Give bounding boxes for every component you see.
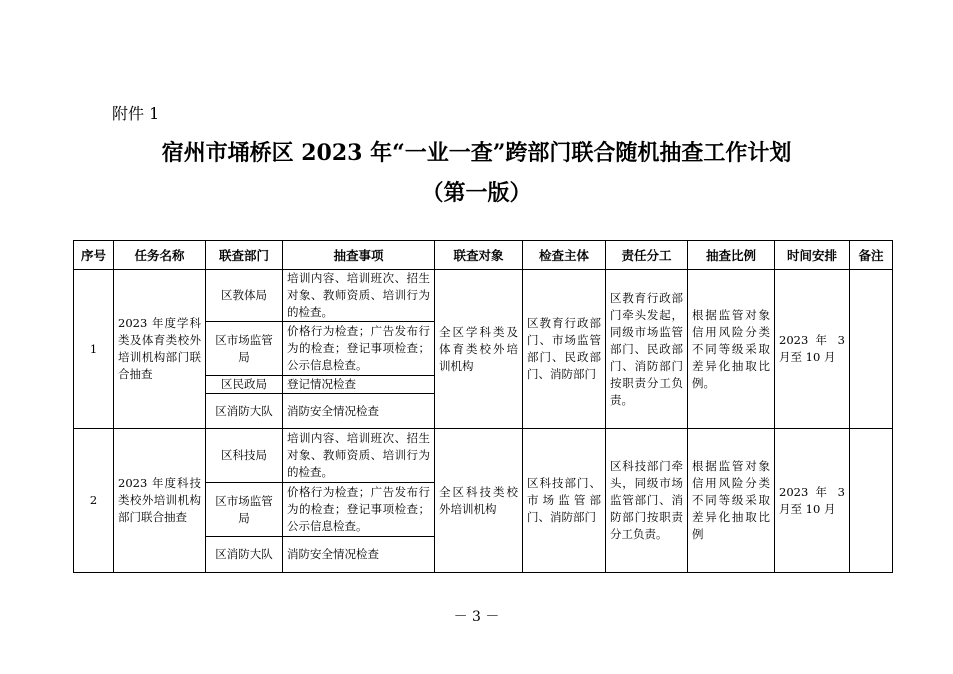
joint-department: 区消防大队 — [206, 537, 283, 573]
page-number: － 3 － — [453, 609, 500, 625]
table-row — [74, 270, 893, 322]
column-header: 抽查事项 — [283, 241, 435, 270]
inspection-subject: 区教育行政部门、市场监管部门、民政部门、消防部门 — [523, 270, 606, 429]
sampling-ratio: 根据监管对象信用风险分类不同等级采取差异化抽取比例。 — [688, 270, 775, 429]
joint-department: 区市场监管局 — [206, 322, 283, 376]
inspection-subject: 区科技部门、市场监管部门、消防部门 — [523, 429, 606, 573]
document-subtitle: （第一版） — [421, 180, 532, 206]
inspection-items: 消防安全情况检查 — [283, 537, 435, 573]
table-header-row — [74, 241, 893, 270]
sampling-ratio: 根据监管对象信用风险分类不同等级采取差异化抽取比例 — [688, 429, 775, 573]
task-name: 2023 年度科技类校外培训机构部门联合抽查 — [114, 429, 206, 573]
column-header: 联查部门 — [206, 241, 283, 270]
inspection-items: 消防安全情况检查 — [283, 394, 435, 429]
inspection-items: 培训内容、培训班次、招生对象、教师资质、培训行为的检查。 — [283, 429, 435, 483]
joint-department: 区教体局 — [206, 270, 283, 322]
column-header: 时间安排 — [775, 241, 850, 270]
column-header: 检查主体 — [523, 241, 606, 270]
table-row — [74, 429, 893, 483]
column-header: 备注 — [850, 241, 893, 270]
schedule: 2023 年 3 月至 10 月 — [775, 429, 850, 573]
responsibility: 区科技部门牵头，同级市场监管部门、消防部门按职责分工负责。 — [606, 429, 688, 573]
joint-department: 区市场监管局 — [206, 483, 283, 537]
column-header: 责任分工 — [606, 241, 688, 270]
row-number: 2 — [74, 429, 114, 573]
inspection-items: 培训内容、培训班次、招生对象、教师资质、培训行为的检查。 — [283, 270, 435, 322]
inspection-target: 全区学科类及体育类校外培训机构 — [435, 270, 523, 429]
column-header: 抽查比例 — [688, 241, 775, 270]
inspection-items: 登记情况检查 — [283, 376, 435, 394]
column-header: 联查对象 — [435, 241, 523, 270]
inspection-items: 价格行为检查；广告发布行为的检查；登记事项检查；公示信息检查。 — [283, 483, 435, 537]
inspection-plan-table — [73, 240, 893, 573]
document-title: 宿州市埇桥区 2023 年“一业一查”跨部门联合随机抽查工作计划 — [161, 140, 792, 166]
column-header: 任务名称 — [114, 241, 206, 270]
task-name: 2023 年度学科类及体育类校外培训机构部门联合抽查 — [114, 270, 206, 429]
inspection-items: 价格行为检查；广告发布行为的检查；登记事项检查；公示信息检查。 — [283, 322, 435, 376]
remark — [850, 270, 893, 429]
responsibility: 区教育行政部门牵头发起，同级市场监管部门、民政部门、消防部门按职责分工负责。 — [606, 270, 688, 429]
joint-department: 区民政局 — [206, 376, 283, 394]
column-header: 序号 — [74, 241, 114, 270]
row-number: 1 — [74, 270, 114, 429]
inspection-target: 全区科技类校外培训机构 — [435, 429, 523, 573]
remark — [850, 429, 893, 573]
attachment-label: 附件 1 — [112, 104, 160, 123]
joint-department: 区消防大队 — [206, 394, 283, 429]
schedule: 2023 年 3 月至 10 月 — [775, 270, 850, 429]
joint-department: 区科技局 — [206, 429, 283, 483]
